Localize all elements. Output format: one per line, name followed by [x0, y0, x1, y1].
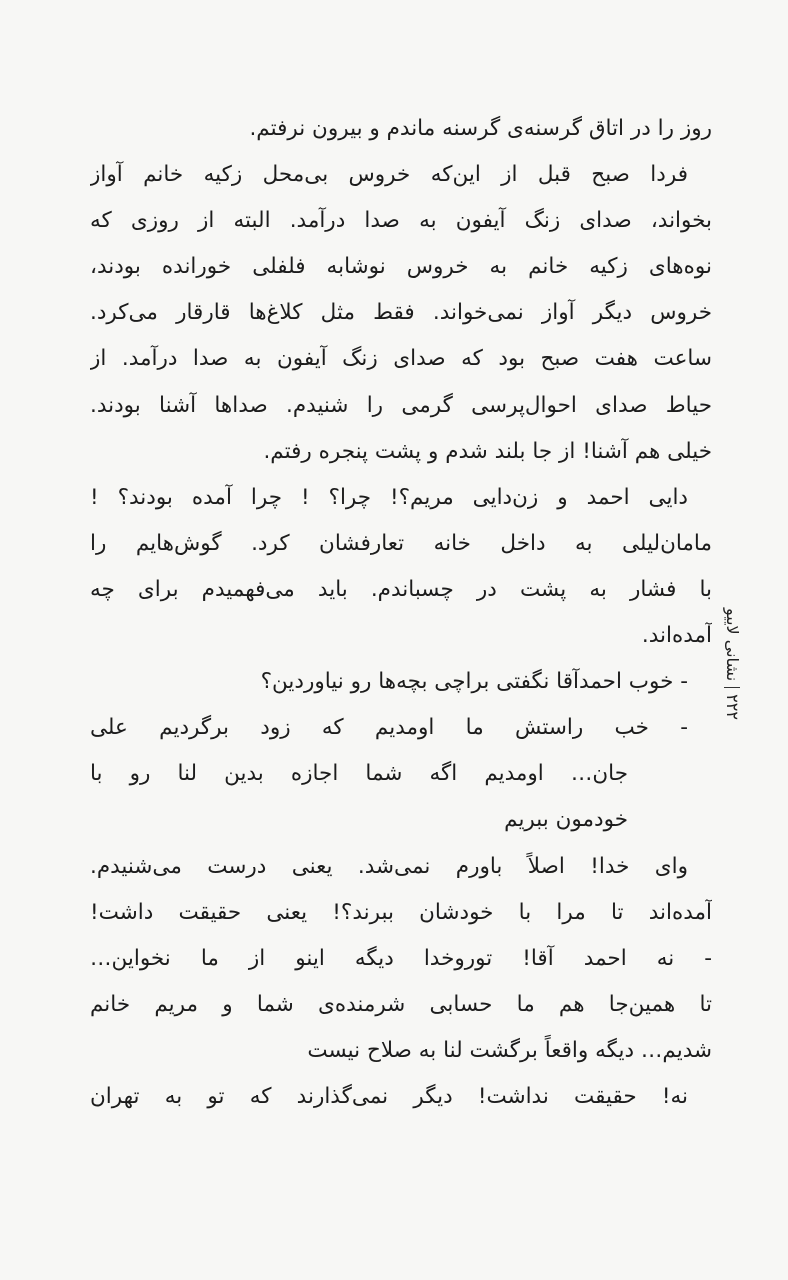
body-text [90, 106, 712, 1120]
page-number: ۲۲۲ [723, 694, 742, 720]
text-line: بخواند، صدای زنگ آیفون به صدا درآمد. البته از روزی که [90, 208, 712, 234]
dialog-line: شدیم… دیگه واقعاً برگشت لنا به صلاح نیست [307, 1037, 712, 1063]
text-line: ساعت هفت صبح بود که صدای زنگ آیفون به صدا درآمد. از [90, 346, 712, 372]
dialog-line: - خب راستش ما اومدیم که زود برگردیم علی [90, 715, 688, 741]
text-line: مامان‌لیلی به داخل خانه تعارفشان کرد. گوش‌هایم را [90, 530, 712, 556]
text-line: نه! حقیقت نداشت! دیگر نمی‌گذارند که تو به تهران [90, 1083, 688, 1109]
text-line: فردا صبح قبل از این‌که خروس بی‌محل زکیه خانم آواز [90, 162, 688, 188]
dialog-line: - نه احمد آقا! توروخدا دیگه اینو از ما نخواین… [90, 945, 712, 971]
text-line: آمده‌اند تا مرا با خودشان ببرند؟! یعنی حقیقت داشت! [90, 899, 712, 925]
book-title: نشانی لاییو [723, 608, 742, 682]
text-line: روز را در اتاق گرسنه‌ی گرسنه ماندم و بیرون نرفتم. [249, 116, 712, 141]
dialog-line: تا همین‌جا هم ما حسابی شرمنده‌ی شما و مریم خانم [90, 991, 712, 1017]
text-line: دایی احمد و زن‌دایی مریم؟! چرا؟ ! چرا آمده بودند؟ ! [90, 484, 688, 510]
text-line: با فشار به پشت در چسباندم. باید می‌فهمیدم برای چه [90, 576, 712, 602]
text-line: وای خدا! اصلاً باورم نمی‌شد. یعنی درست می‌شنیدم. [90, 853, 688, 879]
text-line: خیلی هم آشنا! از جا بلند شدم و پشت پنجره رفتم. [263, 438, 712, 464]
dialog-line: خودمون ببریم [504, 807, 628, 833]
dialog-line: جان… اومدیم اگه شما اجازه بدین لنا رو با [90, 761, 628, 787]
running-head [722, 608, 762, 768]
text-line: خروس دیگر آواز نمی‌خواند. فقط مثل کلاغ‌ها قارقار می‌کرد. [90, 300, 712, 326]
text-line: نوه‌های زکیه خانم به خروس نوشابه فلفلی خورانده بودند، [90, 254, 712, 280]
text-line: حیاط صدای احوال‌پرسی گرمی را شنیدم. صداها آشنا بودند. [90, 392, 712, 418]
separator-bar [724, 687, 740, 688]
dialog-line: - خوب احمدآقا نگفتی براچی بچه‌ها رو نیاوردین؟ [260, 669, 688, 695]
text-line: آمده‌اند. [641, 623, 712, 649]
